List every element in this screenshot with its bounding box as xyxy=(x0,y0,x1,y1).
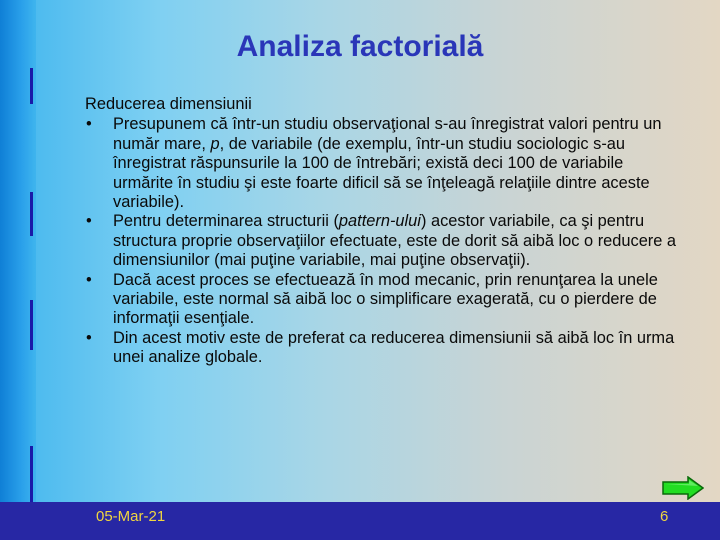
bullet-marker: • xyxy=(86,115,92,134)
next-slide-button[interactable] xyxy=(662,476,704,500)
bullet-marker: • xyxy=(86,328,92,347)
bullet-text: Dacă acest proces se efectuează în mod mecanic, prin renunţarea la unele variabile, este normal să aibă loc o simplificare exagerată, cu o pierdere de informaţii esenţiale. xyxy=(113,270,658,328)
bullet-item xyxy=(85,115,685,212)
bullet-text: Pentru determinarea structurii ( xyxy=(113,212,339,231)
decorative-vertical-line xyxy=(30,192,33,236)
slide-content xyxy=(85,95,685,368)
bullet-italic-term: p xyxy=(210,134,220,153)
right-arrow-icon xyxy=(662,476,704,500)
bullet-marker: • xyxy=(86,270,92,289)
bullet-text: Din acest motiv este de preferat ca reducerea dimensiunii să aibă loc în urma unei analize globale. xyxy=(113,328,675,367)
decorative-vertical-line xyxy=(30,300,33,350)
bullet-marker: • xyxy=(86,212,92,231)
slide-title: Analiza factorială xyxy=(236,30,484,63)
footer-date: 05-Mar-21 xyxy=(96,508,166,525)
bullet-text: , de variabile (de exemplu, într-un studiu sociologic s-au înregistrat răspunsurile la 100 de întrebări; există deci 100 de variabile urmărite în studiu şi este foarte dificil să se înţeleagă relaţiile dintre aceste variabile). xyxy=(113,134,650,212)
slide-number: 6 xyxy=(660,508,669,525)
bullet-text: Presupunem că într-un studiu observaţional s-au înregistrat valori pentru un număr mare, xyxy=(113,115,662,153)
decorative-vertical-line xyxy=(30,68,33,104)
bullet-item xyxy=(85,271,685,329)
bullet-text: ) acestor variabile, ca şi pentru structura proprie observaţiilor efectuate, este de dorit să aibă loc o reducere a dimensiunilor (mai puţine variabile, mai puţine observaţii). xyxy=(113,212,677,270)
bullet-italic-term: pattern-ului xyxy=(338,212,421,231)
section-heading: Reducerea dimensiunii xyxy=(85,95,252,113)
bullet-item xyxy=(85,329,685,368)
decorative-vertical-line xyxy=(30,446,33,502)
bullet-list xyxy=(85,115,685,367)
bullet-item xyxy=(85,212,685,270)
